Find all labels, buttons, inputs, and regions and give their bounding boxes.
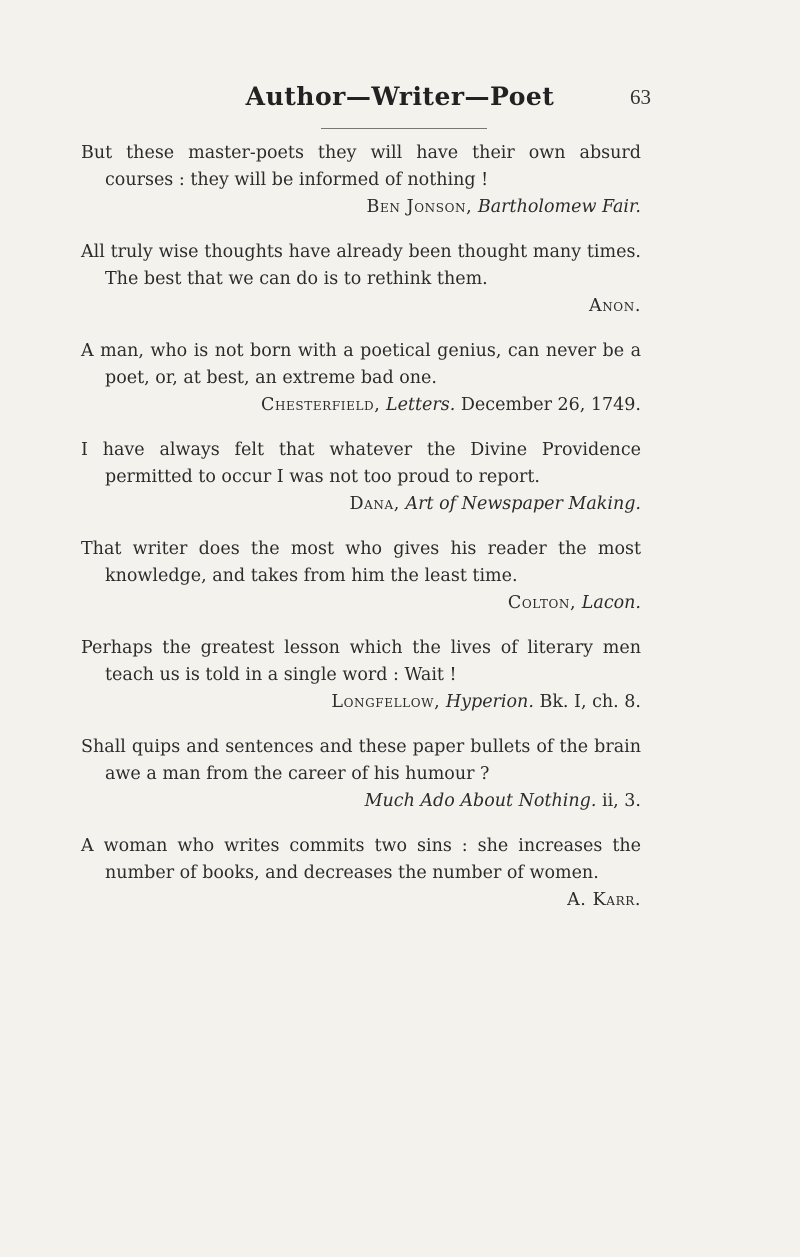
attribution — [81, 293, 641, 320]
quote-text: I have always felt that whatever the Divine Providence permitted to occur I was not too proud to report. — [81, 440, 641, 487]
quote-author: Dana, — [349, 494, 400, 514]
quote-author: Longfellow, — [331, 692, 441, 712]
attribution — [81, 392, 641, 419]
quote-text: A woman who writes commits two sins : she increases the number of books, and decreases the number of women. — [81, 836, 641, 883]
quote-text: Shall quips and sentences and these paper bullets of the brain awe a man from the career of his humour ? — [81, 737, 641, 784]
attribution — [81, 194, 641, 221]
quote-author: Colton, — [507, 593, 577, 613]
page-number: 63 — [630, 85, 651, 109]
quotations-list — [81, 140, 641, 932]
quote-item — [81, 338, 641, 419]
quote-work: Hyperion. — [445, 692, 534, 712]
quote-author: Anon. — [588, 296, 641, 316]
quote-author: A. Karr. — [567, 890, 641, 910]
quote-item — [81, 437, 641, 518]
quote-work: Lacon. — [581, 593, 641, 613]
quote-item — [81, 635, 641, 716]
attribution — [81, 491, 641, 518]
attribution — [81, 689, 641, 716]
quote-item — [81, 239, 641, 320]
quote-text: All truly wise thoughts have already been thought many times. The best that we can do is to rethink them. — [81, 242, 641, 289]
page-header — [0, 82, 800, 122]
quote-author: Ben Jonson, — [366, 197, 473, 217]
quote-reference: ii, 3. — [601, 791, 641, 811]
attribution — [81, 590, 641, 617]
quote-author: Chesterfield, — [260, 395, 381, 415]
running-head: Author—Writer—Poet — [245, 82, 555, 111]
quote-item — [81, 536, 641, 617]
quote-work: Much Ado About Nothing. — [364, 791, 597, 811]
quote-text: That writer does the most who gives his reader the most knowledge, and takes from him the least time. — [81, 539, 641, 586]
quote-text: Perhaps the greatest lesson which the lives of literary men teach us is told in a single word : Wait ! — [81, 638, 641, 685]
quote-work: Art of Newspaper Making. — [405, 494, 641, 514]
quote-item — [81, 734, 641, 815]
quote-item — [81, 140, 641, 221]
quote-reference: December 26, 1749. — [460, 395, 641, 415]
quote-item — [81, 833, 641, 914]
quote-work: Letters. — [385, 395, 456, 415]
quote-text: A man, who is not born with a poetical genius, can never be a poet, or, at best, an extreme bad one. — [81, 341, 641, 388]
quote-reference: Bk. I, ch. 8. — [539, 692, 641, 712]
header-rule — [321, 128, 487, 129]
attribution — [81, 788, 641, 815]
quote-text: But these master-poets they will have their own absurd courses : they will be informed of nothing ! — [81, 143, 641, 190]
quote-work: Bartholomew Fair. — [477, 197, 641, 217]
attribution — [81, 887, 641, 914]
